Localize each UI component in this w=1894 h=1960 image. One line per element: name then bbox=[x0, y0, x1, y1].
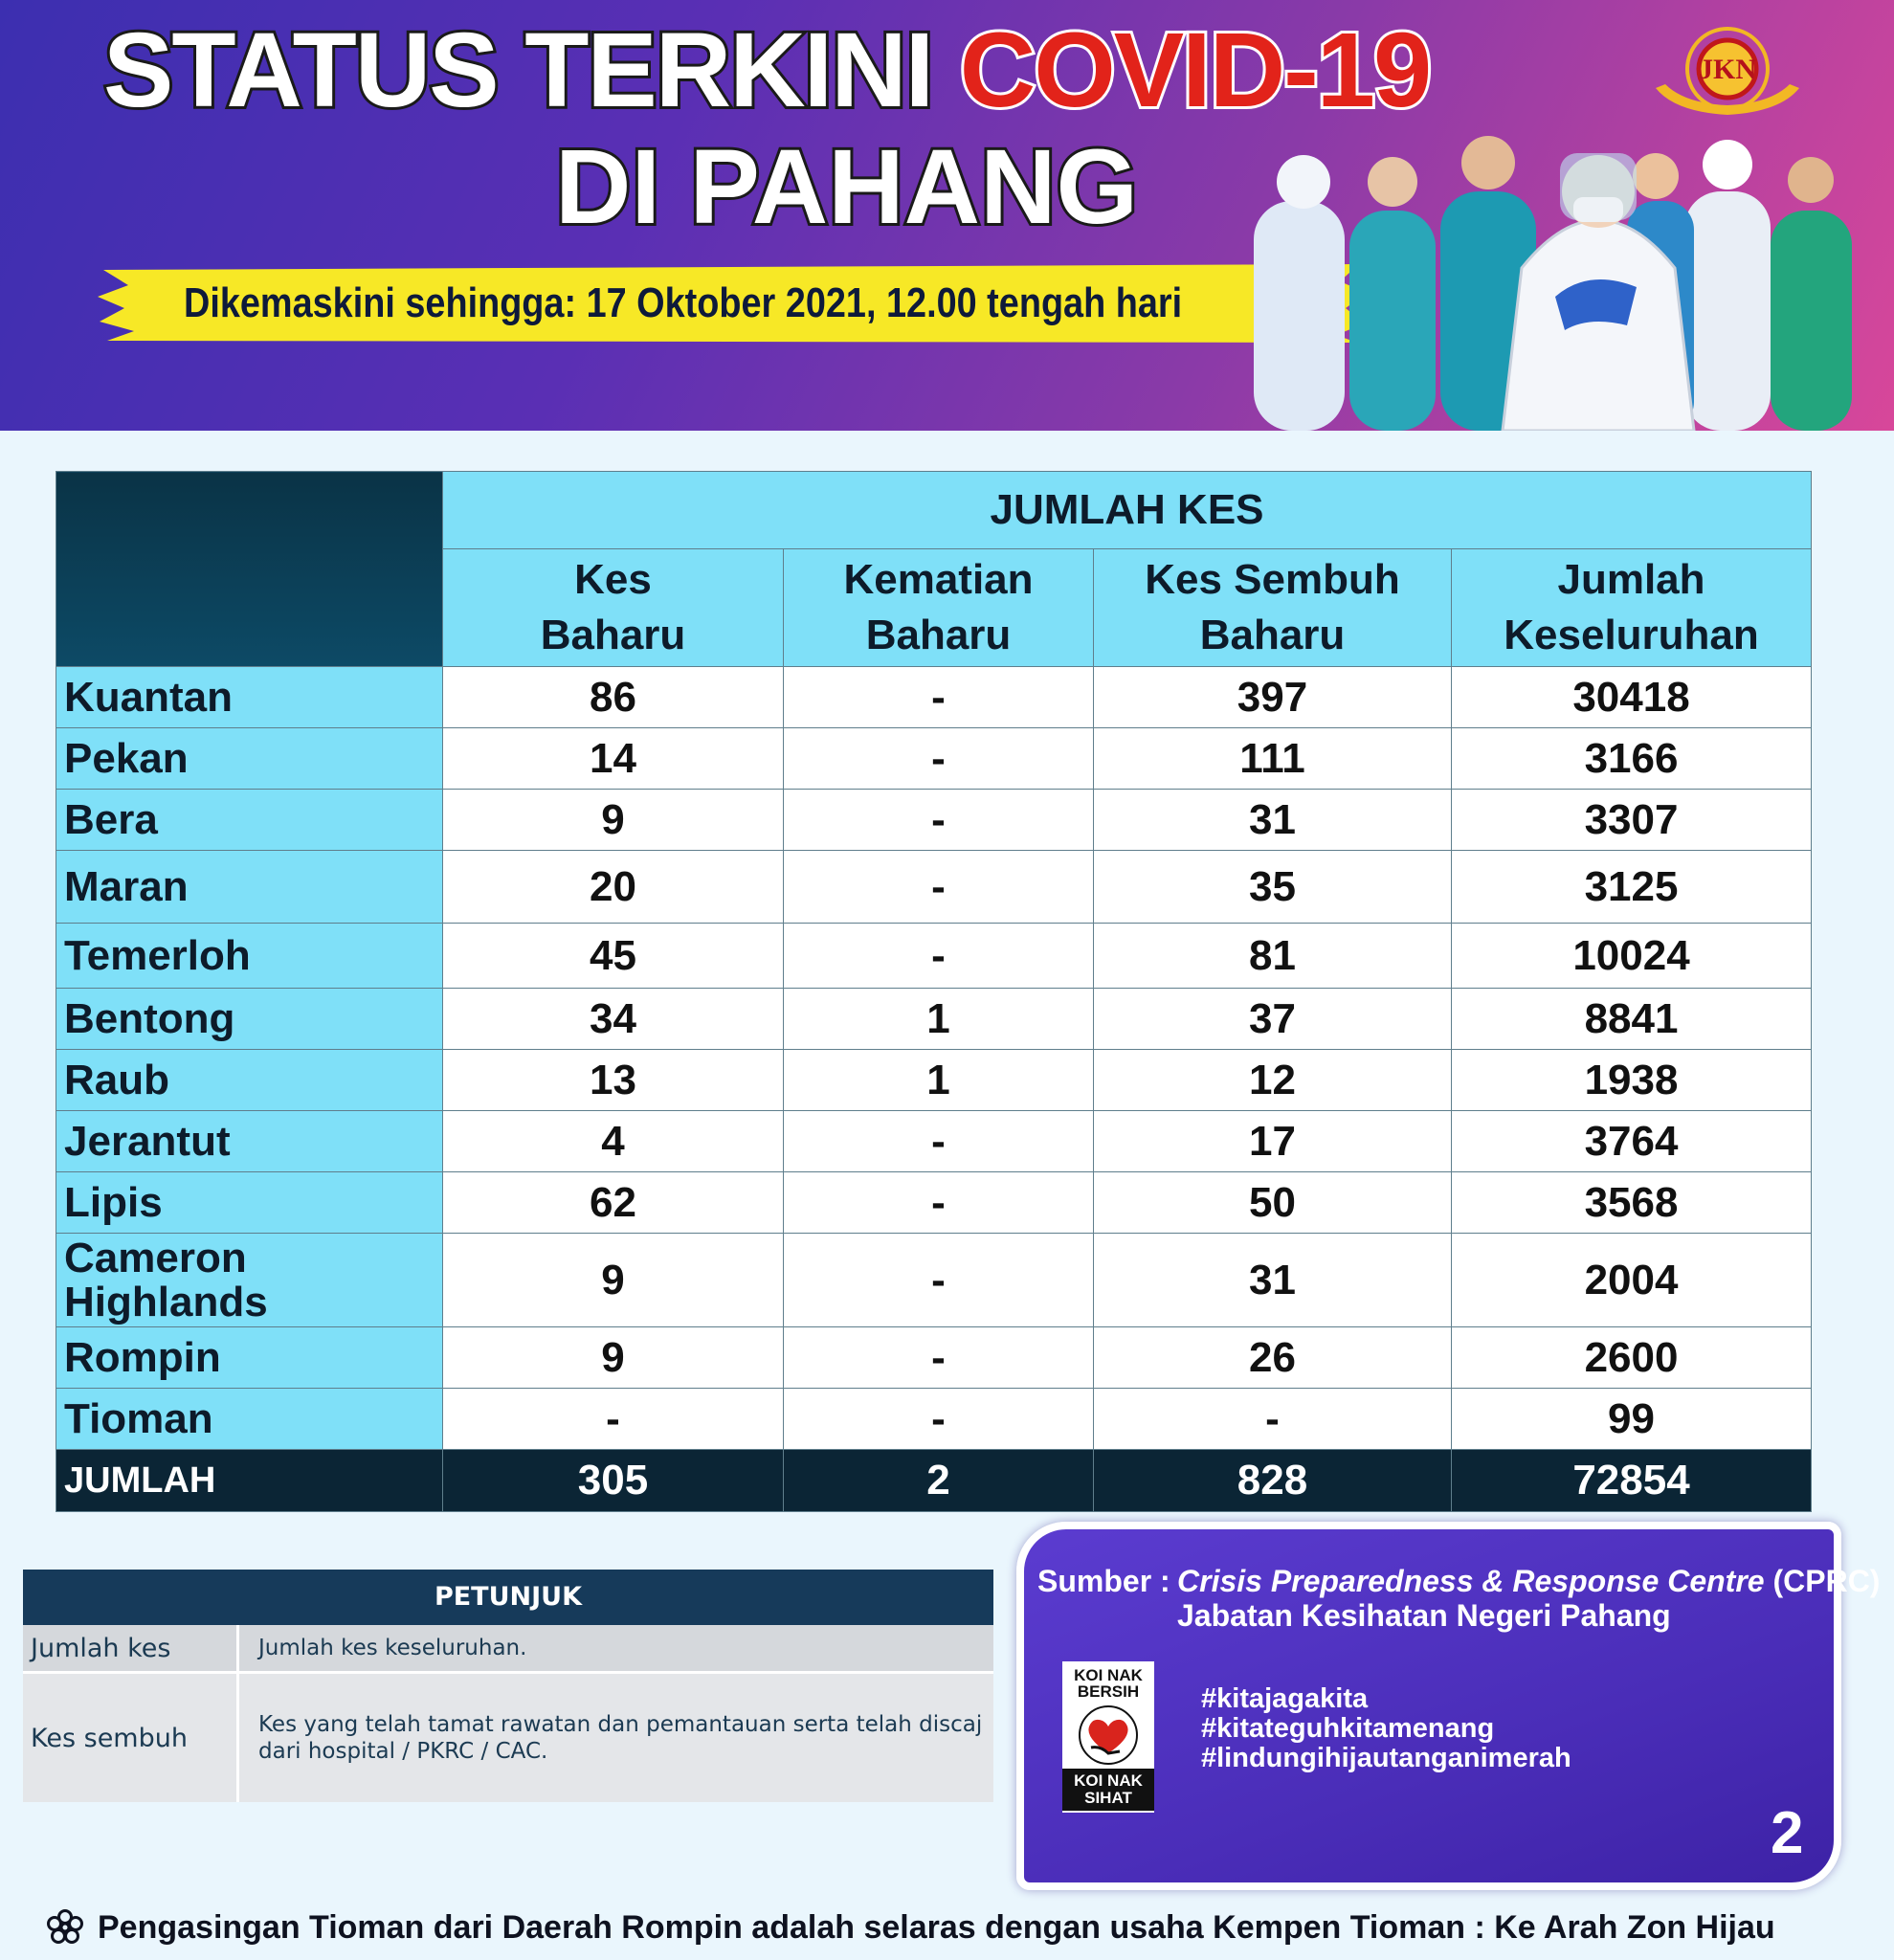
page-number: 2 bbox=[1771, 1800, 1804, 1866]
table-cell: 62 bbox=[443, 1172, 784, 1234]
jumlah-kes-header: JUMLAH KES bbox=[443, 472, 1812, 549]
table-cell: - bbox=[784, 851, 1094, 924]
hashtag: #kitateguhkitamenang bbox=[1201, 1713, 1495, 1744]
footer-text: Pengasingan Tioman dari Daerah Rompin adalah selaras dengan usaha Kempen Tioman : Ke Arah Zon Hijau bbox=[98, 1908, 1775, 1946]
table-cell: 1938 bbox=[1452, 1050, 1812, 1111]
table-row bbox=[56, 667, 1812, 728]
table-cell: 111 bbox=[1094, 728, 1452, 790]
table-cell: - bbox=[784, 728, 1094, 790]
flower-icon bbox=[46, 1908, 84, 1947]
district-name: Jerantut bbox=[56, 1111, 443, 1172]
table-cell: 8841 bbox=[1452, 989, 1812, 1050]
table-cell: 30418 bbox=[1452, 667, 1812, 728]
district-name: Bera bbox=[56, 790, 443, 851]
district-name: Raub bbox=[56, 1050, 443, 1111]
district-name: Temerloh bbox=[56, 924, 443, 989]
column-header bbox=[784, 549, 1094, 667]
column-header-line1: Jumlah bbox=[1557, 556, 1705, 603]
table-cell: - bbox=[784, 1234, 1094, 1327]
legend-term: Jumlah kes bbox=[23, 1625, 239, 1671]
column-header bbox=[443, 549, 784, 667]
table-row bbox=[56, 1172, 1812, 1234]
table-cell: 86 bbox=[443, 667, 784, 728]
source-line1 bbox=[1177, 1564, 1880, 1599]
table-corner bbox=[56, 472, 443, 667]
table-row bbox=[56, 728, 1812, 790]
table-row bbox=[56, 790, 1812, 851]
district-name: Kuantan bbox=[56, 667, 443, 728]
column-header-line2: Baharu bbox=[540, 612, 686, 658]
table-cell: - bbox=[443, 1389, 784, 1450]
badge-top-line2: BERSIH bbox=[1077, 1682, 1140, 1701]
table-cell: 81 bbox=[1094, 924, 1452, 989]
table-cell: - bbox=[784, 1111, 1094, 1172]
district-name: Maran bbox=[56, 851, 443, 924]
source-label: Sumber : bbox=[1037, 1564, 1170, 1598]
footer-note bbox=[46, 1908, 1775, 1947]
column-header bbox=[1094, 549, 1452, 667]
total-label: JUMLAH bbox=[56, 1450, 443, 1512]
district-name: Lipis bbox=[56, 1172, 443, 1234]
total-row bbox=[56, 1450, 1812, 1512]
healthcare-workers-illustration bbox=[1235, 134, 1894, 431]
petunjuk-title: PETUNJUK bbox=[23, 1570, 993, 1625]
total-cell: 72854 bbox=[1452, 1450, 1812, 1512]
title-part1: STATUS TERKINI bbox=[103, 11, 933, 129]
table-cell: - bbox=[784, 667, 1094, 728]
badge-bottom-line1: KOI NAK bbox=[1074, 1771, 1143, 1790]
district-name: Cameron Highlands bbox=[56, 1234, 443, 1327]
badge-top-line1: KOI NAK bbox=[1074, 1666, 1143, 1684]
legend-row bbox=[23, 1625, 993, 1671]
column-header-line1: Kes bbox=[574, 556, 652, 603]
total-cell: 305 bbox=[443, 1450, 784, 1512]
table-cell: 34 bbox=[443, 989, 784, 1050]
table-cell: 1 bbox=[784, 989, 1094, 1050]
title-line2: DI PAHANG bbox=[555, 128, 1139, 246]
table-cell: 37 bbox=[1094, 989, 1452, 1050]
header-banner bbox=[0, 0, 1894, 431]
table-cell: 26 bbox=[1094, 1327, 1452, 1389]
table-body bbox=[56, 667, 1812, 1512]
total-cell: 2 bbox=[784, 1450, 1094, 1512]
table-cell: - bbox=[784, 790, 1094, 851]
district-name: Tioman bbox=[56, 1389, 443, 1450]
table-cell: 9 bbox=[443, 1327, 784, 1389]
district-name: Bentong bbox=[56, 989, 443, 1050]
table-cell: - bbox=[784, 1389, 1094, 1450]
table-row bbox=[56, 1111, 1812, 1172]
table-cell: 2004 bbox=[1452, 1234, 1812, 1327]
hashtag: #lindungihijautanganimerah bbox=[1201, 1743, 1571, 1773]
case-table-container bbox=[56, 471, 1811, 1512]
badge-bottom-line2: SIHAT bbox=[1084, 1789, 1132, 1807]
update-date-text: Dikemaskini sehingga: 17 Oktober 2021, 12.00 tengah hari bbox=[184, 279, 1183, 326]
legend-term: Kes sembuh bbox=[23, 1674, 239, 1802]
table-cell: - bbox=[784, 924, 1094, 989]
table-cell: - bbox=[784, 1172, 1094, 1234]
district-name: Rompin bbox=[56, 1327, 443, 1389]
district-name: Pekan bbox=[56, 728, 443, 790]
source-line2: Jabatan Kesihatan Negeri Pahang bbox=[1177, 1598, 1671, 1633]
table-cell: 4 bbox=[443, 1111, 784, 1172]
koi-nak-badge bbox=[1062, 1661, 1154, 1813]
table-cell: 12 bbox=[1094, 1050, 1452, 1111]
table-cell: - bbox=[1094, 1389, 1452, 1450]
table-row bbox=[56, 1234, 1812, 1327]
legend-desc: Jumlah kes keseluruhan. bbox=[258, 1636, 527, 1660]
column-header bbox=[1452, 549, 1812, 667]
table-cell: 45 bbox=[443, 924, 784, 989]
title-part2: COVID-19 bbox=[959, 11, 1431, 129]
table-cell: 31 bbox=[1094, 1234, 1452, 1327]
table-cell: 1 bbox=[784, 1050, 1094, 1111]
table-row bbox=[56, 924, 1812, 989]
table-cell: 50 bbox=[1094, 1172, 1452, 1234]
column-header-line2: Keseluruhan bbox=[1504, 612, 1759, 658]
table-cell: 3764 bbox=[1452, 1111, 1812, 1172]
table-cell: 35 bbox=[1094, 851, 1452, 924]
total-cell: 828 bbox=[1094, 1450, 1452, 1512]
table-row bbox=[56, 1050, 1812, 1111]
column-header-line1: Kes Sembuh bbox=[1145, 556, 1400, 603]
table-cell: 14 bbox=[443, 728, 784, 790]
table-cell: 9 bbox=[443, 790, 784, 851]
table-cell: 397 bbox=[1094, 667, 1452, 728]
table-cell: 3166 bbox=[1452, 728, 1812, 790]
table-row bbox=[56, 851, 1812, 924]
table-row bbox=[56, 1389, 1812, 1450]
table-cell: 20 bbox=[443, 851, 784, 924]
column-header-line2: Baharu bbox=[865, 612, 1012, 658]
table-cell: 17 bbox=[1094, 1111, 1452, 1172]
table-cell: 3125 bbox=[1452, 851, 1812, 924]
table-cell: 99 bbox=[1452, 1389, 1812, 1450]
main-title bbox=[103, 10, 1430, 131]
source-org-abbr: (CPRC) bbox=[1764, 1564, 1881, 1598]
hashtag: #kitajagakita bbox=[1201, 1683, 1369, 1714]
legend-desc: Kes yang telah tamat rawatan dan pemantauan serta telah discaj dari hospital / PKRC / CAC. bbox=[258, 1712, 983, 1764]
case-table bbox=[56, 471, 1812, 1512]
heart-hand-icon bbox=[1072, 1704, 1145, 1767]
column-header-line1: Kematian bbox=[843, 556, 1034, 603]
table-cell: 10024 bbox=[1452, 924, 1812, 989]
table-cell: 9 bbox=[443, 1234, 784, 1327]
hashtags bbox=[1201, 1684, 1571, 1773]
table-cell: 31 bbox=[1094, 790, 1452, 851]
column-header-line2: Baharu bbox=[1199, 612, 1346, 658]
table-cell: 13 bbox=[443, 1050, 784, 1111]
petunjuk-legend bbox=[23, 1570, 993, 1802]
table-cell: 3307 bbox=[1452, 790, 1812, 851]
source-org-name: Crisis Preparedness & Response Centre bbox=[1177, 1564, 1765, 1598]
table-cell: 2600 bbox=[1452, 1327, 1812, 1389]
table-cell: - bbox=[784, 1327, 1094, 1389]
jkn-logo-icon bbox=[1646, 21, 1809, 126]
table-row bbox=[56, 1327, 1812, 1389]
legend-row bbox=[23, 1671, 993, 1802]
table-row bbox=[56, 989, 1812, 1050]
logo-text: JKN bbox=[1699, 54, 1756, 85]
source-box bbox=[1016, 1522, 1881, 1890]
table-cell: 3568 bbox=[1452, 1172, 1812, 1234]
